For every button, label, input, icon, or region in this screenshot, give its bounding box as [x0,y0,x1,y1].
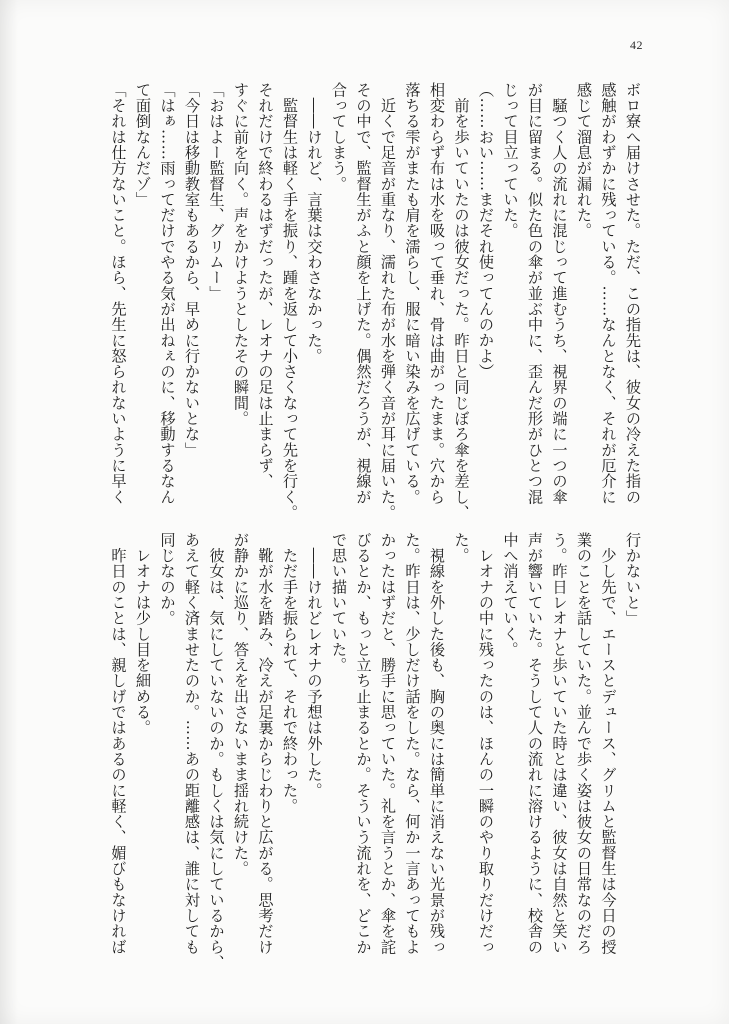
text-line: で思い描いていた。 [330,532,348,673]
text-line: ただ手を振られて、それで終わった。 [281,532,299,814]
text-line: 靴が水を踏み、冷えが足裏からじわりと広がる。思考だけ [256,532,275,955]
text-line: が静かに巡り、答えを出さないまま揺れ続けた。 [232,532,250,877]
text-line: 業のことを話していた。並んで歩く姿は彼女の日常なのだろ [575,532,593,955]
text-line: 近くで足音が重なり、濡れた布が水を弾く音が耳に届いた。 [379,82,397,521]
gutter-shadow [0,0,18,1024]
text-line: 視線を外した後も、胸の奥には簡単に消えない光景が残っ [428,532,446,955]
text-block-lower [109,532,645,971]
text-line: それだけで終わるはずだったが、レオナの足は止まらず、 [256,82,275,489]
text-line: 落ちる雫がまたも肩を濡らし、服に暗い染みを広げている。 [403,82,422,505]
text-line: て面倒なんだゾ」 [134,82,152,208]
text-line: 同じなのか。 [158,532,177,626]
text-line: う。昨日レオナと歩いていた時とは違い、彼女は自然と笑い [550,532,569,955]
text-line: 「おはよー監督生、グリムー」 [207,82,226,302]
text-line: 感じて溜息が漏れた。 [575,82,593,239]
text-line: 騒つく人の流れに混じって進むうち、視界の端に一つの傘 [550,82,569,505]
text-block-upper [109,82,645,521]
text-line: 前を歩いていたのは彼女だった。昨日と同じぼろ傘を差し、 [452,82,471,521]
text-line: その中で、監督生がふと顔を上げた。偶然だろうが、視線が [354,82,373,505]
text-line: 感触がわずかに残っている。……なんとなく、それが厄介に [599,82,618,505]
text-line: ――けれど、言葉は交わさなかった。 [305,82,324,364]
text-line: 中へ消えていく。 [501,532,520,658]
text-line: 相変わらず布は水を吸って垂れ、骨は曲がったまま。穴から [428,82,446,505]
page-number: 42 [630,38,643,52]
text-line: 昨日のことは、親しげではあるのに軽く、媚びもなければ [109,532,128,955]
text-line: 監督生は軽く手を振り、踵を返して小さくなって先を行く。 [281,82,299,521]
text-line: 「それは仕方ないこと。ほら、先生に怒られないように早く [109,82,128,505]
text-line: レオナは少し目を細める。 [134,532,152,736]
text-line: かったはずだと、勝手に思っていた。礼を言うとか、傘を詫 [379,532,397,955]
text-line: 声が響いていた。そうして人の流れに溶けるように、校舎の [526,532,544,955]
text-line: 少し先で、エースとデュース、グリムと監督生は今日の授 [599,532,618,955]
text-line: レオナの中に残ったのは、ほんの一瞬のやり取りだけだっ [477,532,495,955]
text-line: じって目立っていた。 [501,82,520,239]
text-line: すぐに前を向く。声をかけようとしたその瞬間。 [232,82,250,427]
text-line: （……おい……まだそれ使ってんのかよ） [477,82,495,380]
text-line: が目に留まる。似た色の傘が並ぶ中に、歪んだ形がひとつ混 [526,82,544,505]
text-line: 合ってしまう。 [330,82,348,192]
text-line: ボロ寮へ届けさせた。ただ、この指先は、彼女の冷えた指の [624,82,642,505]
text-line: た。昨日は、少しだけ話をした。なら、何か一言あってもよ [403,532,422,955]
text-line: あえて軽く済ませたのか。……あの距離感は、誰に対しても [183,532,201,955]
text-line: た。 [452,532,471,564]
text-line: びるとか、もっと立ち止まるとか。そういう流れを、どこか [354,532,373,955]
text-line: 彼女は、気にしていないのか。もしくは気にしているから、 [207,532,226,971]
text-line: ――けれどレオナの予想は外した。 [305,532,324,799]
text-line: 行かないと」 [624,532,642,626]
text-line: 「はぁ……雨ってだけでやる気が出ねぇのに、移動するなん [158,82,177,505]
text-line: 「今日は移動教室もあるから、早めに行かないとな」 [183,82,201,458]
